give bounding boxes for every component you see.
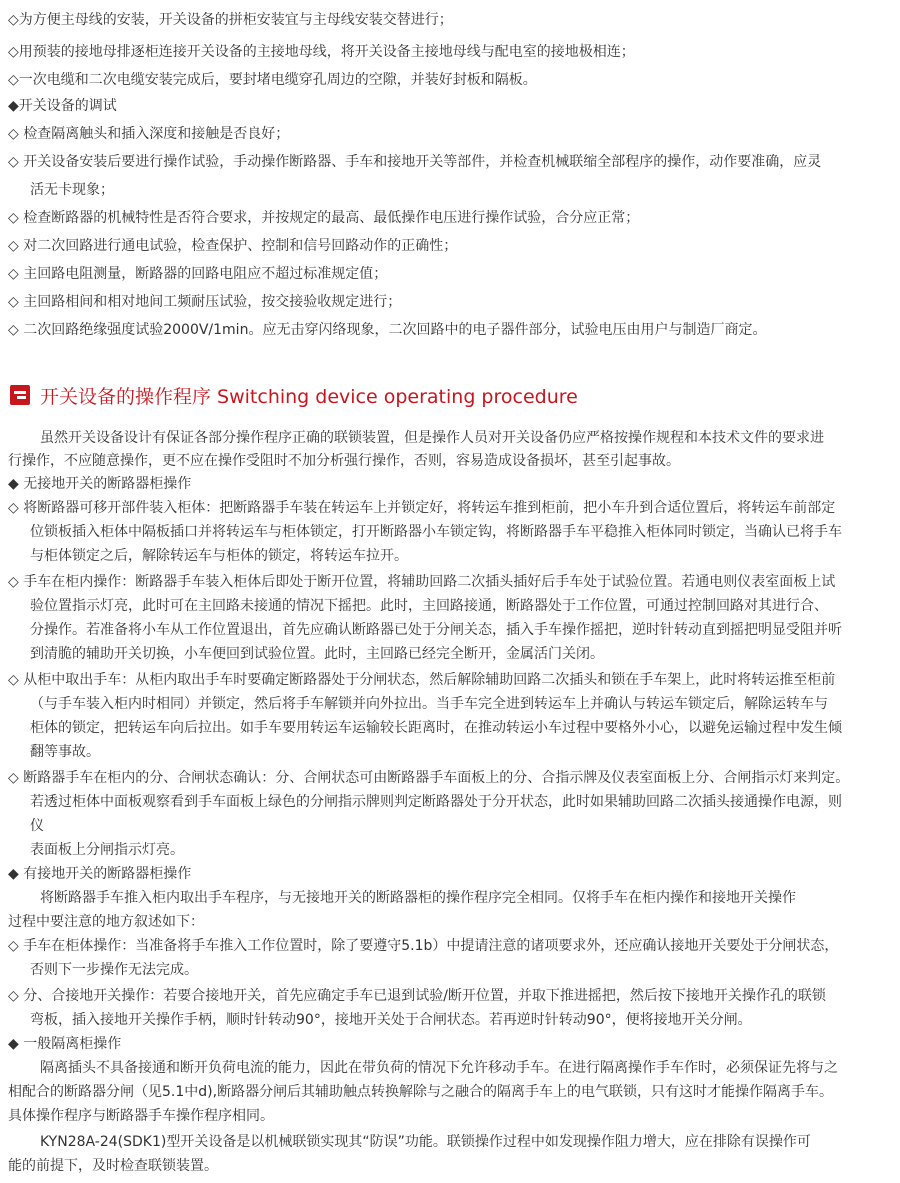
text-line: （与手车装入柜内时相同）并锁定，然后将手车解锁并向外拉出。当手车完全进到转运车上并确认与转运车锁定后，解除运转车与 [30,696,828,712]
section-marker-icon [10,385,30,405]
text-line: ◇ 分、合接地开关操作：若要合接地开关，首先应确定手车已退到试验/断开位置，并取下推进摇把，然后按下接地开关操作孔的联锁 [8,988,826,1004]
text-line: 虽然开关设备设计有保证各部分操作程序正确的联锁装置，但是操作人员对开关设备仍应严格按操作规程和本技术文件的要求进 [40,430,824,446]
text-line: 能的前提下，及时检查联锁装置。 [8,1158,218,1174]
text-line: 位锁板插入柜体中隔板插口并将转运车与柜体锁定，打开断路器小车锁定钩，将断路器手车平稳推入柜体同时锁定，当确认已将手车 [30,524,842,540]
subheading: ◆ 一般隔离柜操作 [8,1036,122,1052]
text-line: ◇ 开关设备安装后要进行操作试验，手动操作断路器、手车和接地开关等部件，并检查机械联缩全部程序的操作，动作要准确，应灵 [8,154,822,170]
text-line: 否则下一步操作无法完成。 [30,962,198,978]
text-line: 弯板，插入接地开关操作手柄，顺时针转动90°，接地开关处于合闸状态。若再逆时针转动90°，便将接地开关分闸。 [30,1012,752,1028]
subheading: ◆开关设备的调试 [8,98,117,114]
subheading: ◆ 无接地开关的断路器柜操作 [8,476,192,492]
text-line: 仪 [30,818,44,834]
section-title [10,383,578,407]
text-line: ◇ 手车在柜内操作：断路器手车装入柜体后即处于断开位置，将辅助回路二次插头插好后手车处于试验位置。若通电则仪表室面板上试 [8,574,836,590]
text-line: ◇ 检查隔离触头和插入深度和接触是否良好； [8,126,290,142]
text-line: 与柜体锁定之后，解除转运车与柜体的锁定，将转运车拉开。 [30,548,408,564]
subheading: ◆ 有接地开关的断路器柜操作 [8,866,192,882]
section-title-text: 开关设备的操作程序 Switching device operating procedure [40,385,578,408]
text-line: 相配合的断路器分闸（见5.1中d),断路器分闸后其辅助触点转换解除与之融合的隔离手车上的电气联锁，只有这时才能操作隔离手车。 [8,1084,834,1100]
text-line: 翻等事故。 [30,744,100,760]
text-line: ◇ 从柜中取出手车：从柜内取出手车时要确定断路器处于分闸状态，然后解除辅助回路二次插头和锁在手车架上，此时将转运推至柜前 [8,672,836,688]
text-line: 隔离插头不具备接通和断开负荷电流的能力，因此在带负荷的情况下允许移动手车。在进行隔离操作手车作时，必须保证先将与之 [40,1060,838,1076]
text-line: ◇ 主回路电阻测量，断路器的回路电阻应不超过标准规定值； [8,266,388,282]
text-line: 活无卡现象； [30,182,114,198]
text-line: ◇用预装的接地母排逐柜连接开关设备的主接地母线，将开关设备主接地母线与配电室的接地极相连； [8,44,635,60]
text-line: 到清脆的辅助开关切换，小车便回到试验位置。此时，主回路已经完全断开，金属活门关闭。 [30,646,604,662]
text-line: 将断路器手车推入柜内取出手车程序，与无接地开关的断路器柜的操作程序完全相同。仅将手车在柜内操作和接地开关操作 [40,890,796,906]
text-line: ◇ 断路器手车在柜内的分、合闸状态确认：分、合闸状态可由断路器手车面板上的分、合指示牌及仪表室面板上分、合闸指示灯来判定。 [8,770,850,786]
text-line: ◇一次电缆和二次电缆安装完成后，要封堵电缆穿孔周边的空隙，并装好封板和隔板。 [8,72,537,88]
text-line: ◇ 将断路器可移开部件装入柜体：把断路器手车装在转运车上并锁定好，将转运车推到柜前，把小车升到合适位置后，将转运车前部定 [8,500,836,516]
text-line: 具体操作程序与断路器手车操作程序相同。 [8,1108,274,1124]
text-line: 验位置指示灯亮，此时可在主回路未接通的情况下摇把。此时，主回路接通，断路器处于工作位置，可通过控制回路对其进行合、 [30,598,828,614]
text-line: 行操作，不应随意操作，更不应在操作受阻时不加分析强行操作，否则，容易造成设备损坏，甚至引起事故。 [8,453,680,469]
text-line: ◇ 对二次回路进行通电试验，检查保护、控制和信号回路动作的正确性； [8,238,458,254]
text-line: ◇ 手车在柜体操作：当准备将手车推入工作位置时，除了要遵守5.1b）中提请注意的诸项要求外，还应确认接地开关要处于分闸状态， [8,938,839,954]
text-line: 过程中要注意的地方叙述如下： [8,914,204,930]
text-line: 若透过柜体中面板观察看到手车面板上绿色的分闸指示牌则判定断路器处于分开状态，此时如果辅助回路二次插头接通操作电源，则 [30,794,842,810]
text-line: ◇ 检查断路器的机械特性是否符合要求，并按规定的最高、最低操作电压进行操作试验，合分应正常； [8,210,640,226]
text-line: 表面板上分闸指示灯亮。 [30,842,184,858]
text-line: KYN28A-24(SDK1)型开关设备是以机械联锁实现其“防误”功能。联锁操作过程中如发现操作阻力增大，应在排除有误操作可 [40,1134,811,1150]
text-line: ◇ 二次回路绝缘强度试验2000V/1min。应无击穿闪络现象，二次回路中的电子器件部分，试验电压由用户与制造厂商定。 [8,322,767,338]
text-line: ◇为方便主母线的安装，开关设备的拼柜安装宜与主母线安装交替进行； [8,12,453,28]
text-line: ◇ 主回路相间和相对地间工频耐压试验，按交接验收规定进行； [8,294,402,310]
text-line: 柜体的锁定，把转运车向后拉出。如手车要用转运车运输较长距离时，在推动转运小车过程中要格外小心，以避免运输过程中发生倾 [30,720,842,736]
text-line: 分操作。若准备将小车从工作位置退出，首先应确认断路器已处于分闸关态，插入手车操作摇把，逆时针转动直到摇把明显受阻并听 [30,622,842,638]
